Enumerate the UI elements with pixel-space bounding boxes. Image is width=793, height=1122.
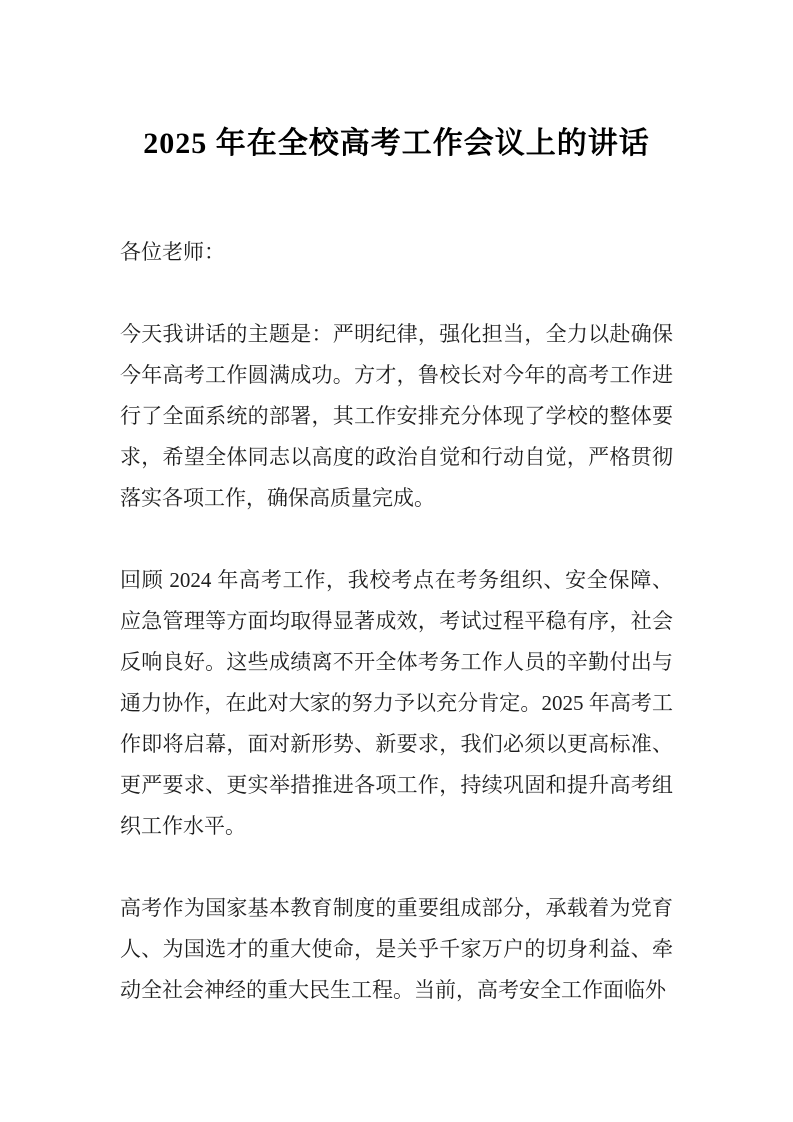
paragraph-gaokao-significance: 高考作为国家基本教育制度的重要组成部分，承载着为党育人、为国选才的重大使命，是关乎千家万户的切身利益、牵动全社会神经的重大民生工程。当前，高考安全工作面临外 xyxy=(120,896,673,1002)
paragraph-review-2024: 回顾 2024 年高考工作，我校考点在考务组织、安全保障、应急管理等方面均取得显著成效，考试过程平稳有序，社会反响良好。这些成绩离不开全体考务工作人员的辛勤付出与通力协作，在此对大家的努力予以充分肯定。2025 年高考工作即将启幕，面对新形势、新要求，我们必须以更高标准、更严要求、更实举措推进各项工作，持续巩固和提升高考组织工作水平。 xyxy=(120,568,673,838)
document-title: 2025 年在全校高考工作会议上的讲话 xyxy=(143,127,650,160)
paragraph-opening: 今天我讲话的主题是：严明纪律，强化担当，全力以赴确保今年高考工作圆满成功。方才，鲁校长对今年的高考工作进行了全面系统的部署，其工作安排充分体现了学校的整体要求，希望全体同志以高度的政治自觉和行动自觉，严格贯彻落实各项工作，确保高质量完成。 xyxy=(120,322,673,510)
salutation: 各位老师： xyxy=(120,240,225,264)
